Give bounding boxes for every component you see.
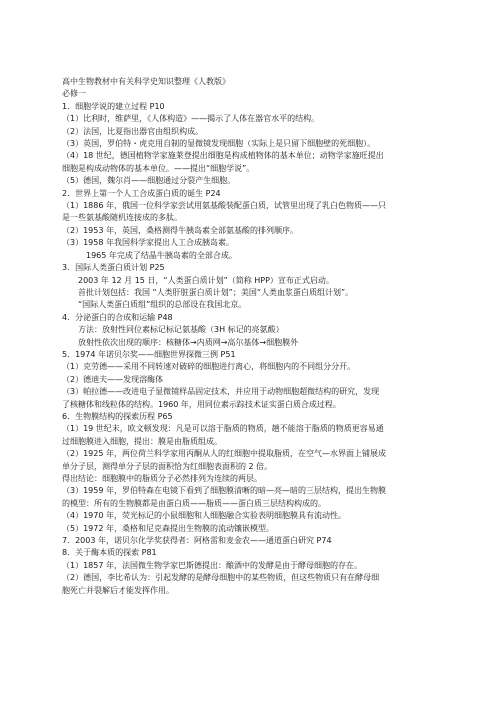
text-line: 方法：放射性同位素标记标记氨基酸（3H 标记的亮氨酸） xyxy=(78,325,284,335)
text-line: （1）克劳德——采用不同转速对破碎的细胞进行离心，将细胞内的不同组分分开。 xyxy=(62,362,356,372)
text-line: （5）德国，魏尔肖——细胞通过分裂产生细胞。 xyxy=(62,176,236,186)
text-line: 是一些氨基酸随机连接成的多肽。 xyxy=(62,213,182,223)
text-line: 8．关于酶本质的探索 P81 xyxy=(62,548,157,558)
text-line: 胞死亡并裂解后才能发挥作用。 xyxy=(62,585,174,595)
text-line: （4）18 世纪，德国植物学家施莱登提出细胞是构成植物体的基本单位；动物学家施旺提出 xyxy=(62,151,384,161)
text-line: 5．1974 年诺贝尔奖——细胞世界探微三例 P51 xyxy=(62,349,236,359)
text-line: （4）1970 年，荧光标记的小鼠细胞和人细胞融合实验表明细胞膜具有流动性。 xyxy=(62,511,346,521)
text-line: 放射性依次出现的顺序：核糖体→内质网→高尔基体→细胞膜外 xyxy=(78,337,299,347)
text-line: （1）1857 年，法国微生物学家巴斯德提出：酿酒中的发酵是由于酵母细胞的存在。 xyxy=(62,560,362,570)
text-line: “国际人类蛋白质组”组织的总部设在我国北京。 xyxy=(78,300,247,310)
text-line: 首批计划包括：我国 “人类肝脏蛋白质计划”；美国“人类血浆蛋白质组计划”。 xyxy=(78,287,354,297)
text-line: 6．生物膜结构的探索历程 P65 xyxy=(62,411,173,421)
document-title: 高中生物教材中有关科学史知识整理《人教版》 xyxy=(62,77,230,86)
text-line: （1）19 世纪末，欧文顿发现：凡是可以溶于脂质的物质，趟不能溶于脂质的物质更容易通 xyxy=(62,424,384,434)
text-line: （2）1925 年，两位荷兰科学家用丙酮从人的红细胞中提取脂质，在空气—水界面上铺展成 xyxy=(62,449,386,459)
text-line: 的模型：所有的生物膜都是由蛋白质——脂质——蛋白质三层结构构成的。 xyxy=(62,498,326,508)
text-line: 细胞是构成动物体的基本单位。——提出“细胞学说”。 xyxy=(62,163,255,173)
text-line: 了核糖体和线粒体的结构。1960 年，用同位素示踪技术证实蛋白质合成过程。 xyxy=(62,399,341,409)
text-line: （1）1886 年，俄国一位科学家尝试用氨基酸装配蛋白质，试管里出现了乳白色物质——只 xyxy=(62,201,386,211)
text-line: （5）1972 年，桑格和尼克森提出生物膜的流动镶嵌模型。 xyxy=(62,523,274,533)
text-line: （2）1953 年，英国，桑格测得牛胰岛素全部氨基酸的排列顺序。 xyxy=(62,225,298,235)
document-body xyxy=(62,101,456,597)
text-line: 2．世界上第一个人工合成蛋白质的诞生 P24 xyxy=(62,188,221,198)
text-line: 单分子层，测得单分子层的面积恰为红细胞表面积的 2 倍。 xyxy=(62,461,273,471)
text-line: 7．2003 年，诺贝尔化学奖获得者：阿格雷和麦金农——通道蛋白研究 P74 xyxy=(62,536,332,546)
text-line: （3）英国，罗伯特・虎克用自制的显微镜发现细胞（实际上是只留下细胞壁的死细胞）。 xyxy=(62,139,376,149)
text-line: 4．分泌蛋白的合成和运输 P48 xyxy=(62,312,173,322)
text-line: （3）1958 年我国科学家提出人工合成胰岛素。 xyxy=(62,238,234,248)
text-line: （1）比利时，维萨里，《人体构造》——揭示了人体在器官水平的结构。 xyxy=(62,114,320,124)
text-line: 得出结论：细胞膜中的脂质分子必然排列为连续的两层。 xyxy=(62,474,262,483)
text-line: 过细胞膜进入细胞，提出：膜是由脂质组成。 xyxy=(62,436,222,446)
text-line: （2）德国，李比希认为：引起发酵的是酵母细胞中的某些物质，但这些物质只有在酵母细 xyxy=(62,573,380,583)
book-label: 必修一 xyxy=(62,89,86,99)
text-line: （3）帕拉德——改进电子显微镜样品固定技术，并应用于动物细胞超微结构的研究，发现 xyxy=(62,387,380,397)
text-line: 3．国际人类蛋白质计划 P25 xyxy=(62,263,165,273)
text-line: （2）法国，比夏指出器官由组织构成。 xyxy=(62,126,204,136)
text-line: （3）1959 年，罗伯特森在电镜下看到了细胞膜清晰的暗—亮—暗的三层结构，提出生物膜 xyxy=(62,486,386,496)
text-line: 1965 年完成了结晶牛胰岛素的全部合成。 xyxy=(86,250,237,260)
text-line: （2）德迪夫——发现溶酶体 xyxy=(62,374,164,384)
text-line: 2003 年 12 月 15 日，“人类蛋白质计划”（简称 HPP）宣布正式启动。 xyxy=(78,275,334,285)
text-line: 1．细胞学说的建立过程 P10 xyxy=(62,101,165,111)
